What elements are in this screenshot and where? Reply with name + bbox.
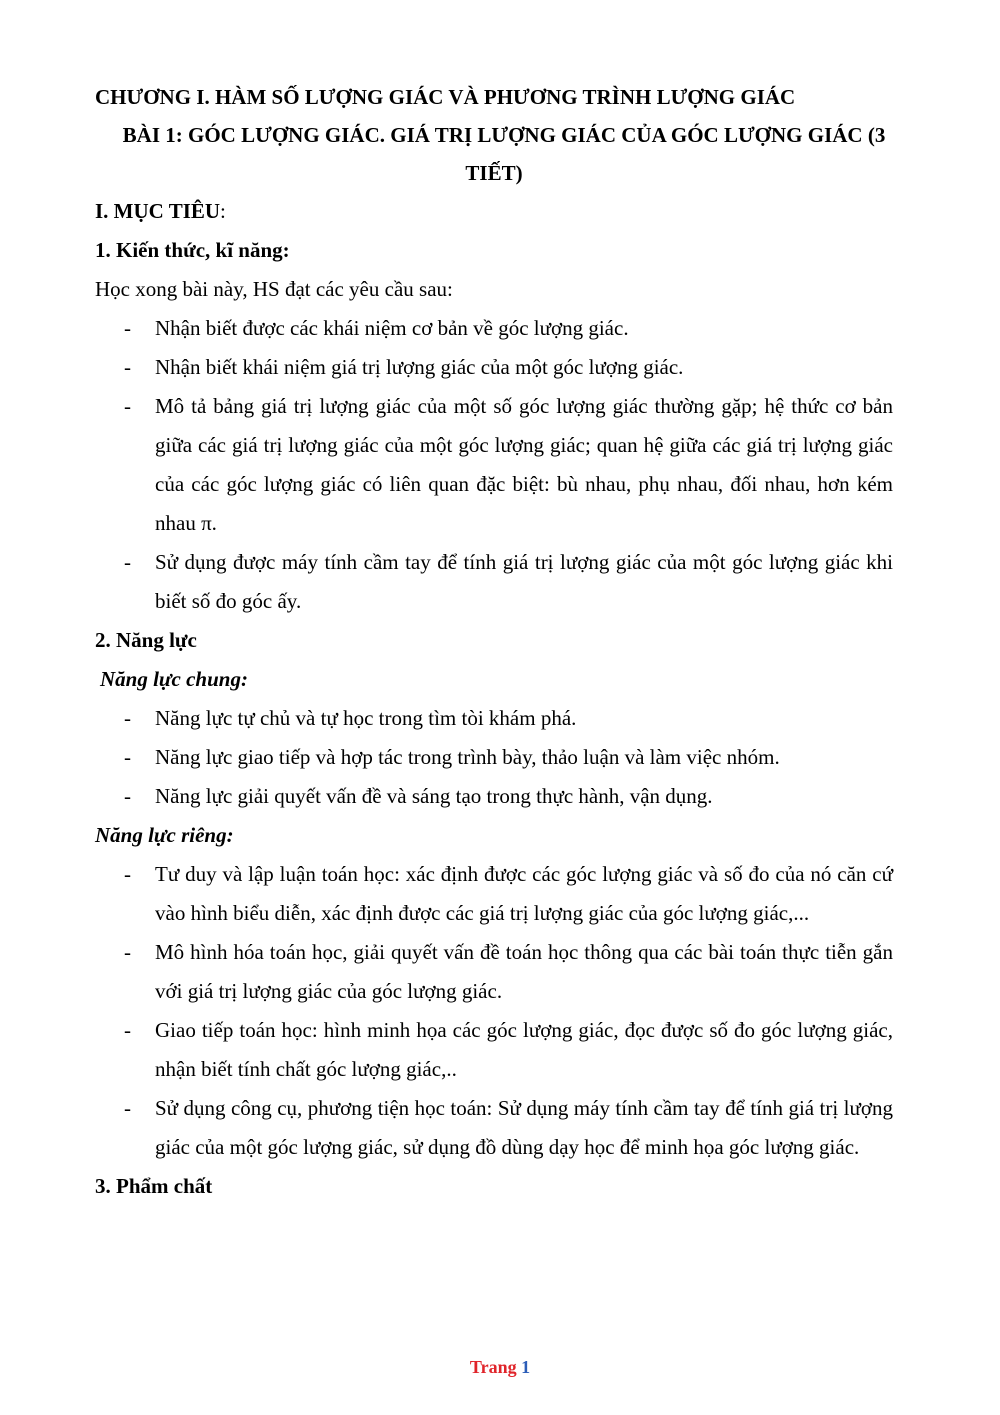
knowledge-skills-heading: 1. Kiến thức, kĩ năng: — [95, 238, 290, 262]
dash-bullet: - — [124, 862, 131, 886]
dash-bullet: - — [124, 706, 131, 730]
list-item — [95, 387, 893, 543]
specific-competency-heading: Năng lực riêng: — [95, 823, 234, 847]
general-competency-heading: Năng lực chung: — [100, 667, 248, 691]
competency-heading: 2. Năng lực — [95, 628, 197, 652]
list-item-text: Nhận biết được các khái niệm cơ bản về góc lượng giác. — [155, 316, 629, 340]
page-number: 1 — [521, 1357, 531, 1377]
list-item-text: Sử dụng công cụ, phương tiện học toán: Sử dụng máy tính cầm tay để tính giá trị lượng giác của một góc lượng giác, sử dụng đồ dùng dạy học để minh họa góc lượng giác. — [155, 1096, 893, 1159]
dash-bullet: - — [124, 940, 131, 964]
page-footer — [0, 1357, 1000, 1378]
list-item — [95, 543, 893, 621]
list-item-text: Mô hình hóa toán học, giải quyết vấn đề toán học thông qua các bài toán thực tiễn gắn với giá trị lượng giác của góc lượng giác. — [155, 940, 893, 1003]
dash-bullet: - — [124, 745, 131, 769]
list-item — [95, 738, 893, 777]
section-objectives-title: I. MỤC TIÊU — [95, 199, 221, 223]
section-objectives-colon: : — [220, 199, 226, 223]
list-item-text: Giao tiếp toán học: hình minh họa các góc lượng giác, đọc được số đo góc lượng giác, nhận biết tính chất góc lượng giác,.. — [155, 1018, 893, 1081]
dash-bullet: - — [124, 394, 131, 418]
list-item-text: Năng lực giải quyết vấn đề và sáng tạo trong thực hành, vận dụng. — [155, 784, 713, 808]
knowledge-list — [95, 309, 893, 621]
list-item — [95, 933, 893, 1011]
dash-bullet: - — [124, 316, 131, 340]
objectives-intro: Học xong bài này, HS đạt các yêu cầu sau: — [95, 277, 453, 301]
page-label: Trang — [469, 1357, 517, 1377]
list-item-text: Năng lực tự chủ và tự học trong tìm tòi khám phá. — [155, 706, 577, 730]
lesson-title: BÀI 1: GÓC LƯỢNG GIÁC. GIÁ TRỊ LƯỢNG GIÁC CỦA GÓC LƯỢNG GIÁC (3 TIẾT) — [122, 123, 886, 185]
list-item — [95, 309, 893, 348]
dash-bullet: - — [124, 550, 131, 574]
section-objectives-heading — [95, 192, 893, 231]
dash-bullet: - — [124, 1096, 131, 1120]
list-item — [95, 855, 893, 933]
list-item — [95, 1089, 893, 1167]
general-competency-list — [95, 699, 893, 816]
list-item — [95, 777, 893, 816]
dash-bullet: - — [124, 1018, 131, 1042]
dash-bullet: - — [124, 784, 131, 808]
list-item-text: Nhận biết khái niệm giá trị lượng giác của một góc lượng giác. — [155, 355, 684, 379]
dash-bullet: - — [124, 355, 131, 379]
chapter-title: CHƯƠNG I. HÀM SỐ LƯỢNG GIÁC VÀ PHƯƠNG TRÌNH LƯỢNG GIÁC — [95, 85, 796, 109]
list-item — [95, 699, 893, 738]
list-item — [95, 1011, 893, 1089]
list-item-text: Sử dụng được máy tính cầm tay để tính giá trị lượng giác của một góc lượng giác khi biết số đo góc ấy. — [155, 550, 893, 613]
list-item-text: Mô tả bảng giá trị lượng giác của một số góc lượng giác thường gặp; hệ thức cơ bản giữa các giá trị lượng giác của một góc lượng giác; quan hệ giữa các giá trị lượng giác của các góc lượng giác có liên quan đặc biệt: bù nhau, phụ nhau, đối nhau, hơn kém nhau π. — [155, 394, 893, 535]
specific-competency-list — [95, 855, 893, 1167]
list-item-text: Tư duy và lập luận toán học: xác định được các góc lượng giác và số đo của nó căn cứ vào hình biểu diễn, xác định được các giá trị lượng giác của góc lượng giác,... — [155, 862, 893, 925]
qualities-heading: 3. Phẩm chất — [95, 1174, 213, 1198]
list-item-text: Năng lực giao tiếp và hợp tác trong trình bày, thảo luận và làm việc nhóm. — [155, 745, 780, 769]
document-page — [95, 78, 893, 1206]
list-item — [95, 348, 893, 387]
